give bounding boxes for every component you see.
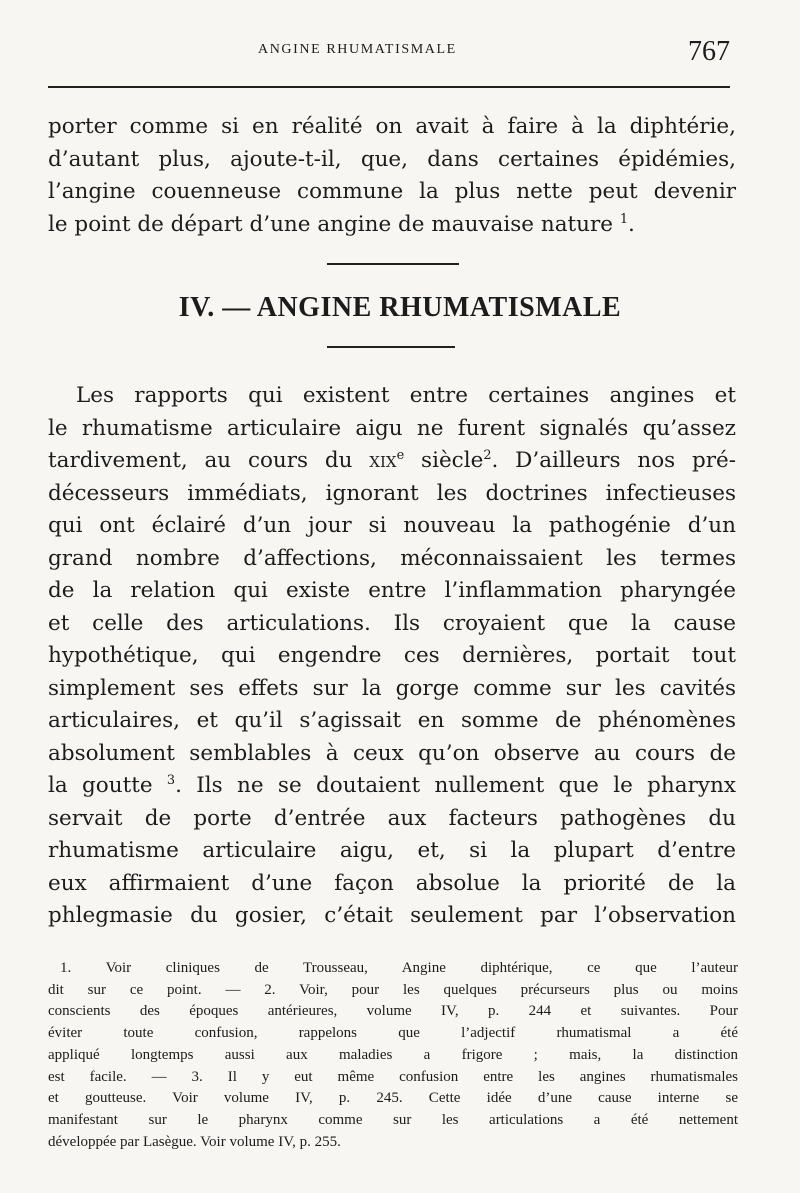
footnote-line: est facile. — 3. Il y eut même confusion entre les angines rhumatismales [48, 1068, 738, 1085]
running-title: ANGINE RHUMATISMALE [258, 42, 457, 57]
footnote-ref: 2 [483, 447, 492, 463]
footnote-line: et goutteuse. Voir volume IV, p. 245. Cette idée d’une cause interne se [48, 1090, 738, 1107]
text-line: hypothétique, qui engendre ces dernières, portait tout [48, 643, 736, 668]
header-rule [48, 86, 730, 88]
text-line: l’angine couenneuse commune la plus nette peut devenir [48, 179, 736, 204]
footnote-line: développée par Lasègue. Voir volume IV, p. 255. [48, 1133, 341, 1150]
text-line: simplement ses effets sur la gorge comme sur les cavités [48, 675, 736, 701]
text-line [48, 770, 736, 803]
section-heading: IV. — ANGINE RHUMATISMALE [178, 292, 622, 323]
text-line: absolument semblables à ceux qu’on observe au cours de [48, 740, 736, 766]
intro-paragraph [48, 111, 736, 241]
text-line: d’autant plus, ajoute-t-il, que, dans certaines épidémies, [48, 146, 736, 172]
text-line [48, 445, 736, 478]
text-line: décesseurs immédiats, ignorant les doctrines infectieuses [48, 480, 736, 506]
section-rule-top [327, 263, 459, 265]
text-line: grand nombre d’affections, méconnaissaient les termes [48, 545, 736, 571]
text-line: rhumatisme articulaire aigu, et, si la plupart d’entre [48, 838, 736, 863]
century-numeral: xix [369, 448, 397, 473]
footnote-line: conscients des époques antérieures, volume IV, p. 244 et suivantes. Pour [48, 1003, 738, 1020]
footnotes [48, 958, 738, 1153]
text-segment: . D’ailleurs nos pré- [491, 448, 737, 473]
superscript: e [396, 447, 405, 463]
text-line: qui ont éclairé d’un jour si nouveau la pathogénie d’un [48, 513, 736, 538]
footnote-line: manifestant sur le pharynx comme sur les articulations a été nettement [48, 1111, 738, 1128]
text-line: de la relation qui existe entre l’inflammation pharyngée [48, 578, 736, 603]
text-line: servait de porte d’entrée aux facteurs pathogènes du [48, 805, 736, 831]
text-line: Les rapports qui existent entre certaines angines et [76, 383, 736, 408]
text-segment: tardivement, au cours du [48, 448, 370, 473]
text-segment: le point de départ d’une angine de mauvaise nature [48, 211, 620, 237]
section-rule-bottom [327, 346, 455, 348]
text-line: porter comme si en réalité on avait à faire à la diphtérie, [48, 114, 736, 139]
text-line: et celle des articulations. Ils croyaient que la cause [48, 610, 736, 636]
footnote-line: appliqué longtemps aussi aux maladies a frigore ; mais, la distinction [48, 1046, 738, 1063]
text-segment: . Ils ne se doutaient nullement que le pharynx [175, 773, 736, 798]
footnote-line: éviter toute confusion, rappelons que l’adjectif rhumatismal a été [48, 1025, 738, 1042]
footnote-ref: 3 [166, 772, 176, 788]
text-line: articulaires, et qu’il s’agissait en somme de phénomènes [48, 708, 736, 733]
text-line: le rhumatisme articulaire aigu ne furent signalés qu’assez [48, 415, 736, 441]
footnote-ref: 1 [619, 211, 629, 227]
text-segment: siècle [404, 448, 484, 473]
main-paragraph [48, 380, 736, 933]
page-number: 767 [688, 36, 730, 67]
text-segment: la goutte [48, 773, 167, 798]
text-segment: . [628, 211, 635, 237]
text-line: phlegmasie du gosier, c’était seulement par l’observation [48, 903, 736, 928]
footnote-line: 1. Voir cliniques de Trousseau, Angine diphtérique, ce que l’auteur [60, 960, 738, 976]
running-header [48, 36, 730, 76]
footnote-line: dit sur ce point. — 2. Voir, pour les quelques précurseurs plus ou moins [48, 981, 738, 998]
text-line [48, 209, 736, 242]
text-line: eux affirmaient d’une façon absolue la priorité de la [48, 870, 736, 896]
